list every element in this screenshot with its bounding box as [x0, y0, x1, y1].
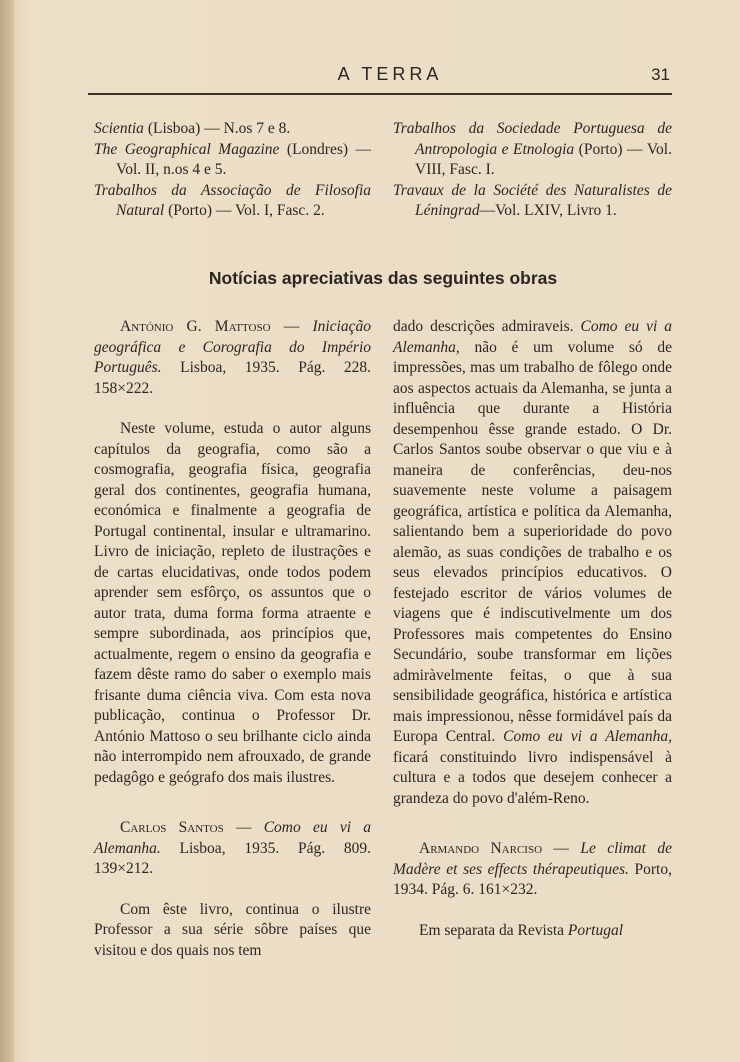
journal-details: (Porto) — Vol. I, Fasc. 2.: [164, 202, 325, 219]
separator: —: [542, 840, 581, 857]
journal-details: (Lisboa) — N.os 7 e 8.: [143, 120, 291, 137]
book-spine-shadow: [0, 0, 14, 1062]
review-body: Neste volume, estuda o autor alguns capítulos da geografia, como são a cosmografia, geografia física, geografia geral dos continentes, geografia humana, económica e finalmente a geografia de Portugal continental, insular e ultramarino. Livro de iniciação, repleto de ilustrações e de cartas elucidativas, onde todos podem aprender sem esfôrço, os assuntos que o autor trata, duma forma forma atraente e sempre subordinada, aos princípios que, actualmente, regem o ensino da geografia e fazem dêste ramo do saber o exemplo mais frisante duma ciência viva. Com esta nova publicação, continua o Professor Dr. António Mattoso o seu brilhante ciclo ainda não interrompido nem afrouxado, de grande pedagôgo e geógrafo dos mais ilustres.: [94, 420, 371, 786]
review-body: Com êste livro, continua o ilustre Professor a sua série sôbre países que visitou e dos quais nos tem: [94, 900, 371, 959]
running-header: [110, 64, 670, 92]
journals-left: [94, 119, 371, 222]
review-citation: [94, 317, 371, 399]
body-text: não é um volume só de impressões, mas um trabalho de fôlego onde aos aspectos actuais da Alemanha, se junta a influência que durante a História desempenhou êsse grande estado. O Dr. Carlos Santos soube observar o que viu e à maneira de conferências, deu-nos suavemente neste volume a paisagem geográfica, artística e política da Alemanha, salientando bem a superioridade do povo alemão, as suas condições de trabalho e os seus elevados princípios educativos. O festejado escritor de vários volumes de viagens que é indiscutivelmente um dos Professores mais competentes do Ensino Secundário, soube transformar em lições admiràvelmente feitas, o que à sua sensibilidade geográfica, histórica e artística mais impressionou, nêsse formidável país da Europa Central.: [393, 338, 672, 745]
section-title: Notícias apreciativas das seguintes obras: [208, 268, 558, 288]
journal-entry: [94, 119, 371, 140]
review-details: Lisboa, 1935. Pág. 228. 158×222.: [94, 359, 371, 397]
review-details: Lisboa, 1935. Pág. 809. 139×212.: [94, 839, 371, 877]
header-rule: [88, 93, 672, 95]
review-citation: [94, 818, 371, 880]
separator: —: [223, 819, 264, 836]
review-title: Le climat de Madère et ses effects thérapeutiques.: [393, 840, 673, 878]
reviews-left-column: [94, 317, 371, 961]
separator: —: [270, 318, 313, 335]
journal-title: A TERRA: [337, 64, 443, 84]
review-body: [393, 921, 672, 942]
body-text: dado descrições admiraveis.: [393, 318, 581, 335]
journal-name: Trabalhos da Associação de Filosofia Natural: [94, 181, 371, 219]
journal-entry: [94, 140, 371, 181]
journal-entry: [94, 181, 371, 222]
review-details: Porto, 1934. Pág. 6. 161×232.: [393, 860, 672, 898]
review-title: Iniciação geográfica e Corografia do Império Português.: [94, 318, 371, 376]
review-author: António G. Mattoso: [120, 318, 271, 335]
book-title-inline: Como eu vi a Alemanha,: [503, 728, 672, 745]
journal-details: (Porto) — Vol. VIII, Fasc. I.: [415, 140, 672, 178]
journal-name: Travaux de la Société des Naturalistes de Léningrad: [393, 181, 672, 219]
journal-entry: [393, 119, 672, 181]
review-title: Como eu vi a Alemanha.: [94, 819, 371, 857]
journal-name: Scientia: [94, 120, 144, 137]
journal-entry: [393, 181, 672, 222]
journal-details: —Vol. LXIV, Livro 1.: [479, 202, 617, 219]
review-author: Armando Narciso: [419, 840, 543, 857]
reviews-right-column: [393, 317, 672, 941]
review-author: Carlos Santos: [120, 819, 224, 836]
review-body-continued: [393, 317, 672, 809]
review-citation: [393, 839, 672, 901]
journal-details: (Londres) — Vol. II, n.os 4 e 5.: [116, 140, 371, 178]
body-text: Em separata da Revista: [419, 921, 568, 939]
journal-name: Trabalhos da Sociedade Portuguesa de Antropologia e Etnologia: [393, 120, 672, 158]
journal-name-inline: Portugal: [567, 921, 624, 939]
journal-name: The Geographical Magazine: [94, 140, 280, 158]
page-number: 31: [651, 65, 670, 84]
journals-right: [393, 119, 672, 222]
book-title-inline: Como eu vi a Alemanha,: [393, 318, 672, 356]
body-text: ficará constituindo livro indispensável à cultura e a todos que desejem conhecer a grandeza do povo d'além-Reno.: [393, 748, 672, 807]
